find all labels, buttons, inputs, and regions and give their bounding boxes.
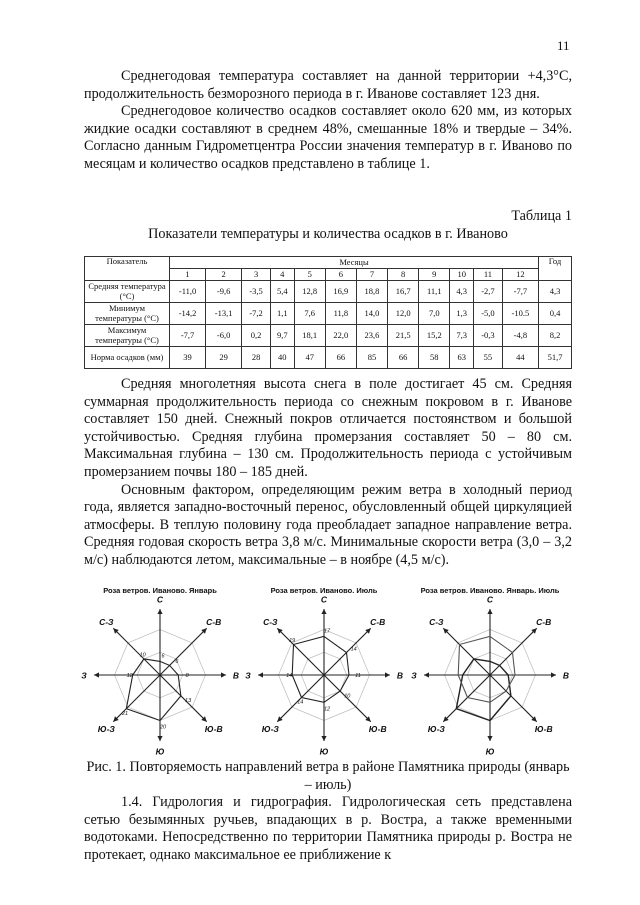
- axis-line: [277, 675, 324, 722]
- table-cell: 9,7: [270, 325, 294, 347]
- month-cell: 2: [206, 269, 242, 281]
- table-cell: 21,5: [388, 325, 419, 347]
- direction-label: Ю-З: [97, 724, 115, 735]
- axis-arrow: [321, 609, 326, 614]
- row-label: Минимум температуры (°С): [85, 303, 170, 325]
- axis-arrow: [321, 736, 326, 741]
- table-cell: -4,8: [502, 325, 538, 347]
- direction-label: В: [232, 670, 240, 681]
- table-cell: -5,0: [474, 303, 503, 325]
- axis-arrow: [221, 672, 226, 677]
- table-cell: 15,2: [419, 325, 450, 347]
- axis-line: [324, 628, 371, 675]
- rose-title: Роза ветров. Иваново. Январь: [103, 586, 217, 595]
- month-cell: 10: [450, 269, 474, 281]
- direction-label: Ю-З: [261, 724, 279, 735]
- month-cell: 7: [356, 269, 387, 281]
- axis-line: [277, 628, 324, 675]
- table-cell: 40: [270, 347, 294, 369]
- axis-line: [160, 675, 207, 722]
- direction-label: Ю: [485, 746, 495, 757]
- table-cell: 5,4: [270, 281, 294, 303]
- header-year: Год: [539, 257, 572, 281]
- paragraph-temperature: Среднегодовая температура составляет на данной территории +4,3°С, продолжительность безморозного периода в г. Иванове составляет 123 дня.: [84, 68, 572, 102]
- intro-text: [84, 68, 572, 174]
- month-cell: 3: [242, 269, 271, 281]
- table-cell: 12,8: [294, 281, 325, 303]
- axis-arrow: [157, 609, 162, 614]
- data-label: 10: [344, 693, 351, 700]
- table-title: Показатели температуры и количества осадков в г. Иваново: [148, 226, 508, 242]
- axis-arrow: [487, 736, 492, 741]
- month-cell: 9: [419, 269, 450, 281]
- table-cell: -7,7: [170, 325, 206, 347]
- climate-text: [84, 376, 572, 570]
- table-cell: -7,7: [502, 281, 538, 303]
- direction-label: З: [81, 670, 87, 681]
- data-label: 8: [185, 673, 189, 679]
- table-cell: -9,6: [206, 281, 242, 303]
- direction-label: С: [486, 594, 494, 605]
- table-cell: 1,3: [450, 303, 474, 325]
- table-cell: -11,0: [170, 281, 206, 303]
- rose-series: [292, 636, 349, 702]
- table-cell: -0,3: [474, 325, 503, 347]
- row-label: Норма осадков (мм): [85, 347, 170, 369]
- direction-label: Ю-В: [204, 724, 223, 735]
- table-cell: 47: [294, 347, 325, 369]
- axis-line: [443, 628, 490, 675]
- direction-label: Ю-В: [534, 724, 553, 735]
- axis-arrow: [551, 672, 556, 677]
- table-cell: 7,3: [450, 325, 474, 347]
- figure-caption: Рис. 1. Повторяемость направлений ветра в районе Памятника природы (январь – июль): [86, 759, 570, 793]
- axis-arrow: [385, 672, 390, 677]
- header-months: Месяцы: [170, 257, 539, 269]
- year-cell: 0,4: [539, 303, 572, 325]
- hydrology-text: [84, 794, 572, 864]
- year-cell: 4,3: [539, 281, 572, 303]
- month-cell: 12: [502, 269, 538, 281]
- direction-label: Ю: [155, 746, 165, 757]
- direction-label: В: [562, 670, 570, 681]
- table-cell: 7,0: [419, 303, 450, 325]
- wind-roses-svg: [81, 583, 572, 757]
- direction-label: С-З: [99, 616, 114, 627]
- table-cell: -2,7: [474, 281, 503, 303]
- data-label: 12: [323, 706, 331, 713]
- table-cell: -3,5: [242, 281, 271, 303]
- table-cell: 18,8: [356, 281, 387, 303]
- axis-line: [113, 675, 160, 722]
- table-cell: 28: [242, 347, 271, 369]
- table-cell: 22,0: [325, 325, 356, 347]
- direction-label: Ю-З: [427, 724, 445, 735]
- data-label: 10: [139, 652, 146, 659]
- month-cell: 6: [325, 269, 356, 281]
- table-cell: 7,6: [294, 303, 325, 325]
- table-cell: 16,9: [325, 281, 356, 303]
- month-cell: 1: [170, 269, 206, 281]
- table-cell: 11,8: [325, 303, 356, 325]
- table-cell: 14,0: [356, 303, 387, 325]
- table-row: [85, 303, 572, 325]
- table-cell: -14,2: [170, 303, 206, 325]
- table-row: [85, 325, 572, 347]
- paragraph-precipitation: Среднегодовое количество осадков составляет около 620 мм, из которых жидкие осадки составляют в среднем 48%, смешанные 18% и твердые – 34%. Согласно данным Гидрометцентра России значения температур в г. Иваново по месяцам и количество осадков представлено в таблице 1.: [84, 103, 572, 172]
- data-label: 6: [175, 659, 179, 666]
- rose-title: Роза ветров. Иваново. Июль: [270, 586, 378, 595]
- axis-arrow: [94, 672, 99, 677]
- axis-arrow: [157, 736, 162, 741]
- table-cell: 16,7: [388, 281, 419, 303]
- direction-label: С-В: [536, 616, 552, 627]
- axis-line: [160, 628, 207, 675]
- month-cell: 8: [388, 269, 419, 281]
- table-cell: 63: [450, 347, 474, 369]
- data-label: 13: [185, 698, 192, 705]
- data-label: 14: [350, 646, 357, 653]
- data-label: 21: [121, 711, 129, 717]
- row-label: Максимум температуры (°С): [85, 325, 170, 347]
- data-label: 6: [161, 653, 165, 660]
- table-cell: 66: [325, 347, 356, 369]
- axis-arrow: [487, 609, 492, 614]
- table-cell: 0,2: [242, 325, 271, 347]
- row-label: Средняя температура (°С): [85, 281, 170, 303]
- month-cell: 11: [474, 269, 503, 281]
- table-cell: -6,0: [206, 325, 242, 347]
- table-cell: 1,1: [270, 303, 294, 325]
- table-cell: 58: [419, 347, 450, 369]
- direction-label: З: [411, 670, 417, 681]
- table-cell: -13,1: [206, 303, 242, 325]
- direction-label: Ю: [319, 746, 329, 757]
- data-label: 14: [297, 699, 304, 706]
- table-row: [85, 281, 572, 303]
- direction-label: С: [320, 594, 328, 605]
- header-indicator: Показатель: [85, 257, 170, 281]
- table-cell: 66: [388, 347, 419, 369]
- axis-line: [113, 628, 160, 675]
- direction-label: В: [396, 670, 404, 681]
- table-row: [85, 347, 572, 369]
- paragraph-snow: Средняя многолетняя высота снега в поле достигает 45 см. Средняя суммарная продолжительность периода со снежным покровом в г. Иванове составляет 150 дней. Снежный покров отличается постоянством и большой устойчивостью. Средняя глубина промерзания составляет 50 – 80 см. Максимальная глубина – 130 см. Продолжительность периода с устойчивым промерзанием почвы 180 – 185 дней.: [84, 376, 572, 480]
- direction-label: С-В: [206, 616, 222, 627]
- axis-arrow: [258, 672, 263, 677]
- wind-roses-figure: [81, 583, 572, 757]
- table-cell: -7,2: [242, 303, 271, 325]
- direction-label: С: [156, 594, 164, 605]
- year-cell: 8,2: [539, 325, 572, 347]
- table-cell: 11,1: [419, 281, 450, 303]
- data-label: 11: [355, 673, 361, 679]
- table-cell: 39: [170, 347, 206, 369]
- table-cell: 23,6: [356, 325, 387, 347]
- table-cell: 29: [206, 347, 242, 369]
- axis-line: [490, 675, 537, 722]
- axis-line: [443, 675, 490, 722]
- axis-line: [490, 628, 537, 675]
- table-cell: 18,1: [294, 325, 325, 347]
- data-label: 14: [286, 673, 293, 679]
- paragraph-hydrology: 1.4. Гидрология и гидрография. Гидрологическая сеть представлена сетью безымянных ручьев, впадающих в р. Востра, а также временными водотоками. Непосредственно по территории Памятника природы р. Востра не протекает, однако максимальное ее приближение к: [84, 794, 572, 863]
- axis-arrow: [424, 672, 429, 677]
- direction-label: С-З: [429, 616, 444, 627]
- table-cell: -10.5: [502, 303, 538, 325]
- page-number: 11: [557, 38, 570, 53]
- data-label: 12: [126, 673, 133, 679]
- table-label: Таблица 1: [511, 208, 572, 224]
- month-cell: 4: [270, 269, 294, 281]
- table-cell: 85: [356, 347, 387, 369]
- direction-label: З: [245, 670, 251, 681]
- year-cell: 51,7: [539, 347, 572, 369]
- direction-label: С-З: [263, 616, 278, 627]
- table-cell: 44: [502, 347, 538, 369]
- data-label: 17: [323, 628, 331, 635]
- table-cell: 4,3: [450, 281, 474, 303]
- climate-table: [84, 256, 572, 369]
- data-label: 19: [289, 638, 296, 645]
- data-label: 20: [159, 724, 167, 731]
- direction-label: С-В: [370, 616, 386, 627]
- direction-label: Ю-В: [368, 724, 387, 735]
- paragraph-wind: Основным фактором, определяющим режим ветра в холодный период года, является западно-восточный перенос, обусловленный общей циркуляцией атмосферы. В теплую половину года преобладает западное направление ветра. Средняя годовая скорость ветра 3,8 м/с. Минимальные скорости ветра (3,0 – 3,2 м/с) наблюдаются летом, максимальные – в ноябре (4,5 м/с).: [84, 481, 572, 568]
- rose-title: Роза ветров. Иваново. Январь. Июль: [420, 586, 560, 595]
- table-cell: 55: [474, 347, 503, 369]
- table-cell: 12,0: [388, 303, 419, 325]
- month-cell: 5: [294, 269, 325, 281]
